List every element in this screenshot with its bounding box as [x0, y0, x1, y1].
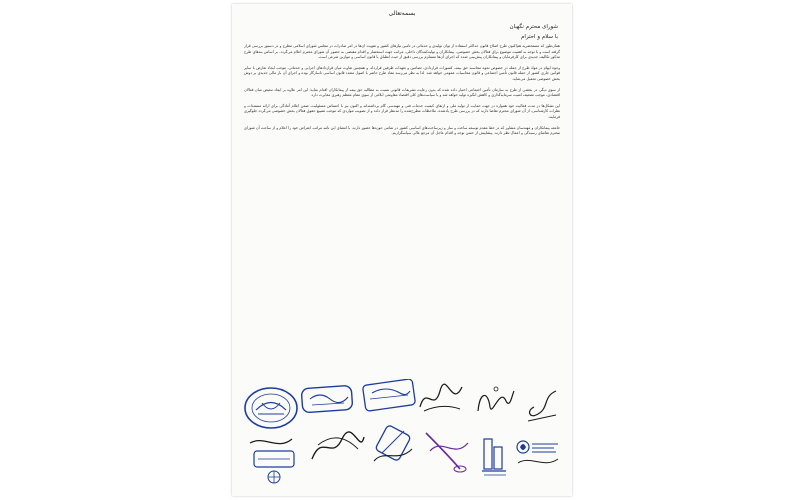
paragraph-1: همان‌طور که مستحضرید هم‌اکنون طرح اصلاح قانون حداکثر استفاده از توان تولیدی و خدماتی در تأمین نیازهای کشور و تقویت آن‌ها در امر صادرات در مجلس شورای اسلامی مطرح و در دستور بررسی قرار گرفته است و با توجه به اهمیت موضوع برای فعالان بخش خصوصی، پیمانکاران و تولیدکنندگان داخلی، مراتب جهت استحضار و اقدام مقتضی به حضور آن شورای محترم اعلام می‌گردد. بر اساس بندهای طرح مذکور تکالیف جدیدی برای کارفرمایان و پیمانکاران پیش‌بینی شده که اجرای آن‌ها مستلزم بررسی دقیق از حیث انطباق با قانون اساسی و موازین شرعی است. [244, 44, 560, 60]
rect-association-stamp [360, 379, 418, 413]
letter-body [244, 44, 560, 384]
paragraph-4: این تشکل‌ها در مدت فعالیت خود همواره در جهت حمایت از تولید ملی و ارتقای کیفیت خدمات فنی و مهندسی گام برداشته‌اند و اکنون نیز با احساس مسئولیت، ضمن اعلام آمادگی برای ارائه مستندات و نظرات کارشناسی، از آن شورای محترم تقاضا دارند که در بررسی طرح یادشده، ملاحظات مطرح‌شده را مدنظر قرار داده و از تصویب مواردی که موجب تضییع حقوق فعالان بخش خصوصی می‌گردد جلوگیری فرمایند. [244, 103, 560, 119]
english-company-stamp [514, 435, 562, 475]
building-logo-stamp [480, 433, 510, 477]
greeting-line: با سلام و احترام [521, 34, 558, 40]
round-seal-stamp [242, 385, 300, 431]
addressee-line: شورای محترم نگهبان [509, 24, 558, 30]
signature-with-seal [244, 433, 304, 485]
signature-stamp-area [240, 379, 564, 491]
paragraph-3: از سوی دیگر، در بخشی از طرح به سازمان تأمین اجتماعی اختیار داده شده که بدون رعایت تشریفات قانونی نسبت به مطالبه حق بیمه از پیمانکاران اقدام نماید؛ این امر علاوه بر ایجاد تبعیض میان فعالان اقتصادی، موجب تضعیف امنیت سرمایه‌گذاری و کاهش انگیزه تولید خواهد شد و با سیاست‌های کلی اقتصاد مقاومتی ابلاغی از سوی مقام معظم رهبری مغایرت دارد. [244, 87, 560, 98]
paragraph-2: وجوه ابهام در مواد طرح از جمله در خصوص نحوه محاسبه حق بیمه، کسورات قراردادی، تضامین و تعهدات طرفین قرارداد، و همچنین تفاوت میان قراردادهای اجرایی و خدماتی، موجب ایجاد تعارض با سایر قوانین جاری کشور از جمله قانون تأمین اجتماعی و قانون محاسبات عمومی خواهد شد. لذا به نظر می‌رسد مفاد طرح حاضر با اصول متعدد قانون اساسی ناسازگار بوده و اجرای آن بار مالی جدیدی بر دوش بخش خصوصی تحمیل می‌نماید. [244, 65, 560, 81]
handwritten-signature-3 [520, 385, 562, 425]
letter-page [232, 4, 572, 496]
diagonal-seal-stamp [368, 419, 418, 469]
rect-company-stamp [300, 383, 356, 417]
handwritten-signature-1 [416, 379, 468, 417]
handwritten-signature-2 [472, 381, 518, 421]
purple-signature [420, 425, 476, 477]
handwritten-signature-4 [308, 425, 368, 469]
paragraph-5: جامعه پیمانکاران و مهندسان مشاور که در خط مقدم توسعه ساخت و ساز و زیرساخت‌های اساسی کشور در تمامی حوزه‌ها حضور دارند، با امضای این نامه مراتب اعتراض خود را اعلام و از ساحت آن شورای محترم تقاضای رسیدگی و اعمال نظر دارند. پیشاپیش از حسن توجه و اقدام عاجل آن مرجع عالی سپاسگزاریم. [244, 125, 560, 136]
bismillah-header: بسمه‌تعالی [388, 10, 416, 17]
